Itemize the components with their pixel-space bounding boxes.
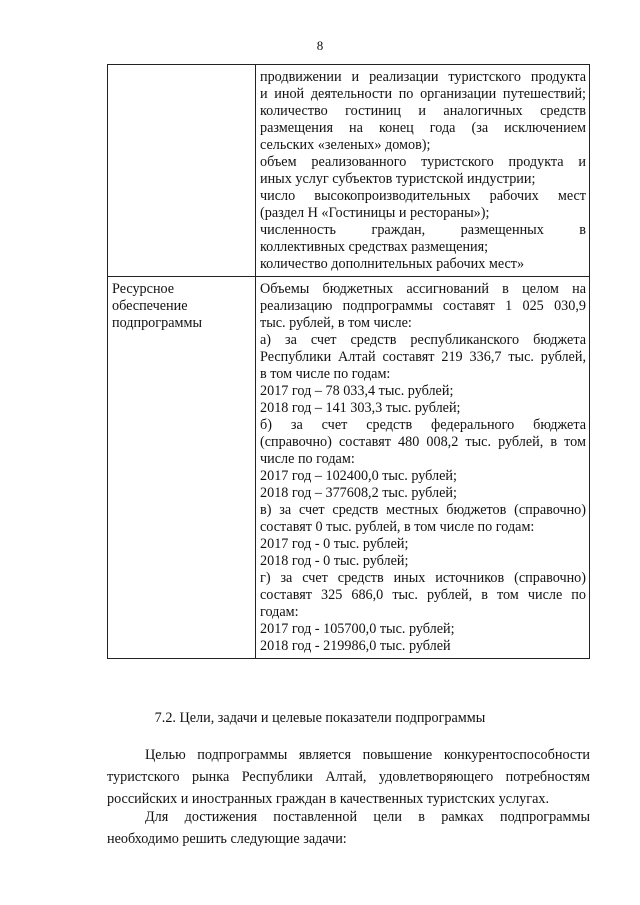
subprogram-passport-table [107,64,590,659]
section-heading: 7.2. Цели, задачи и целевые показатели подпрограммы [154,710,486,726]
table-row [108,277,590,659]
page-number: 8 [316,38,324,53]
row2-line: 2017 год - 105700,0 тыс. рублей; [260,621,455,637]
paragraph-line: российских и иностранных граждан в качественных туристских услугах. [107,791,550,807]
row2-line: в том числе по годам: [260,366,391,382]
row2-label-cell [108,277,256,659]
row2-label-line: подпрограммы [112,315,202,331]
tasks-paragraph [107,806,590,850]
row2-line: 2017 год - 0 тыс. рублей; [260,536,409,552]
row2-line: 2018 год - 219986,0 тыс. рублей [260,638,451,654]
paragraph-line: туристского рынка Республики Алтай, удовлетворяющего потребностям [107,769,590,785]
row2-line: 2018 год – 141 303,3 тыс. рублей; [260,400,461,416]
row2-line: 2018 год – 377608,2 тыс. рублей; [260,485,457,501]
row2-line: в) за счет средств местных бюджетов (справочно) [260,502,586,518]
row2-label-line: обеспечение [112,298,188,314]
row2-line: годам: [260,604,299,620]
row1-line: сельских «зеленых» домов); [260,137,431,153]
row2-line: Объемы бюджетных ассигнований в целом на [260,281,586,297]
row2-line: 2017 год – 102400,0 тыс. рублей; [260,468,457,484]
row2-line: числе по годам: [260,451,355,467]
row1-label-cell [108,65,256,277]
row1-line: число высокопроизводительных рабочих мест [260,188,586,204]
table-row [108,65,590,277]
row1-line: продвижении и реализации туристского продукта [260,69,586,85]
row1-content-cell [256,65,590,277]
row2-line: 2017 год – 78 033,4 тыс. рублей; [260,383,454,399]
row2-line: реализацию подпрограммы составят 1 025 030,9 [260,298,586,314]
row1-line: количество дополнительных рабочих мест» [260,256,525,272]
row2-content-cell [256,277,590,659]
row1-line: объем реализованного туристского продукта и [260,154,586,170]
row2-line: составят 0 тыс. рублей, в том числе по годам: [260,519,535,535]
row1-line: (раздел Н «Гостиницы и рестораны»); [260,205,490,221]
row2-line: тыс. рублей, в том числе: [260,315,412,331]
row2-line: (справочно) составят 480 008,2 тыс. рублей, в том [260,434,586,450]
paragraph-line: Целью подпрограммы является повышение конкурентоспособности [145,747,590,763]
row2-line: Республики Алтай составят 219 336,7 тыс. рублей, [260,349,586,365]
row1-line: размещения на конец года (за исключением [260,120,586,136]
row2-label-line: Ресурсное [112,281,175,297]
row1-line: иных услуг субъектов туристской индустрии; [260,171,536,187]
row1-line: численность граждан, размещенных в [260,222,586,238]
paragraph-line: необходимо решить следующие задачи: [107,831,347,847]
paragraph-line: Для достижения поставленной цели в рамках подпрограммы [145,809,590,825]
row2-line: г) за счет средств иных источников (справочно) [260,570,586,586]
row1-line: и иной деятельности по организации путешествий; [260,86,586,102]
row1-line: коллективных средствах размещения; [260,239,489,255]
row2-line: б) за счет средств федерального бюджета [260,417,586,433]
row2-line: составят 325 686,0 тыс. рублей, в том числе по [260,587,586,603]
goal-paragraph [107,744,590,810]
row2-line: а) за счет средств республиканского бюджета [260,332,586,348]
row2-line: 2018 год - 0 тыс. рублей; [260,553,409,569]
row1-line: количество гостиниц и аналогичных средств [260,103,586,119]
